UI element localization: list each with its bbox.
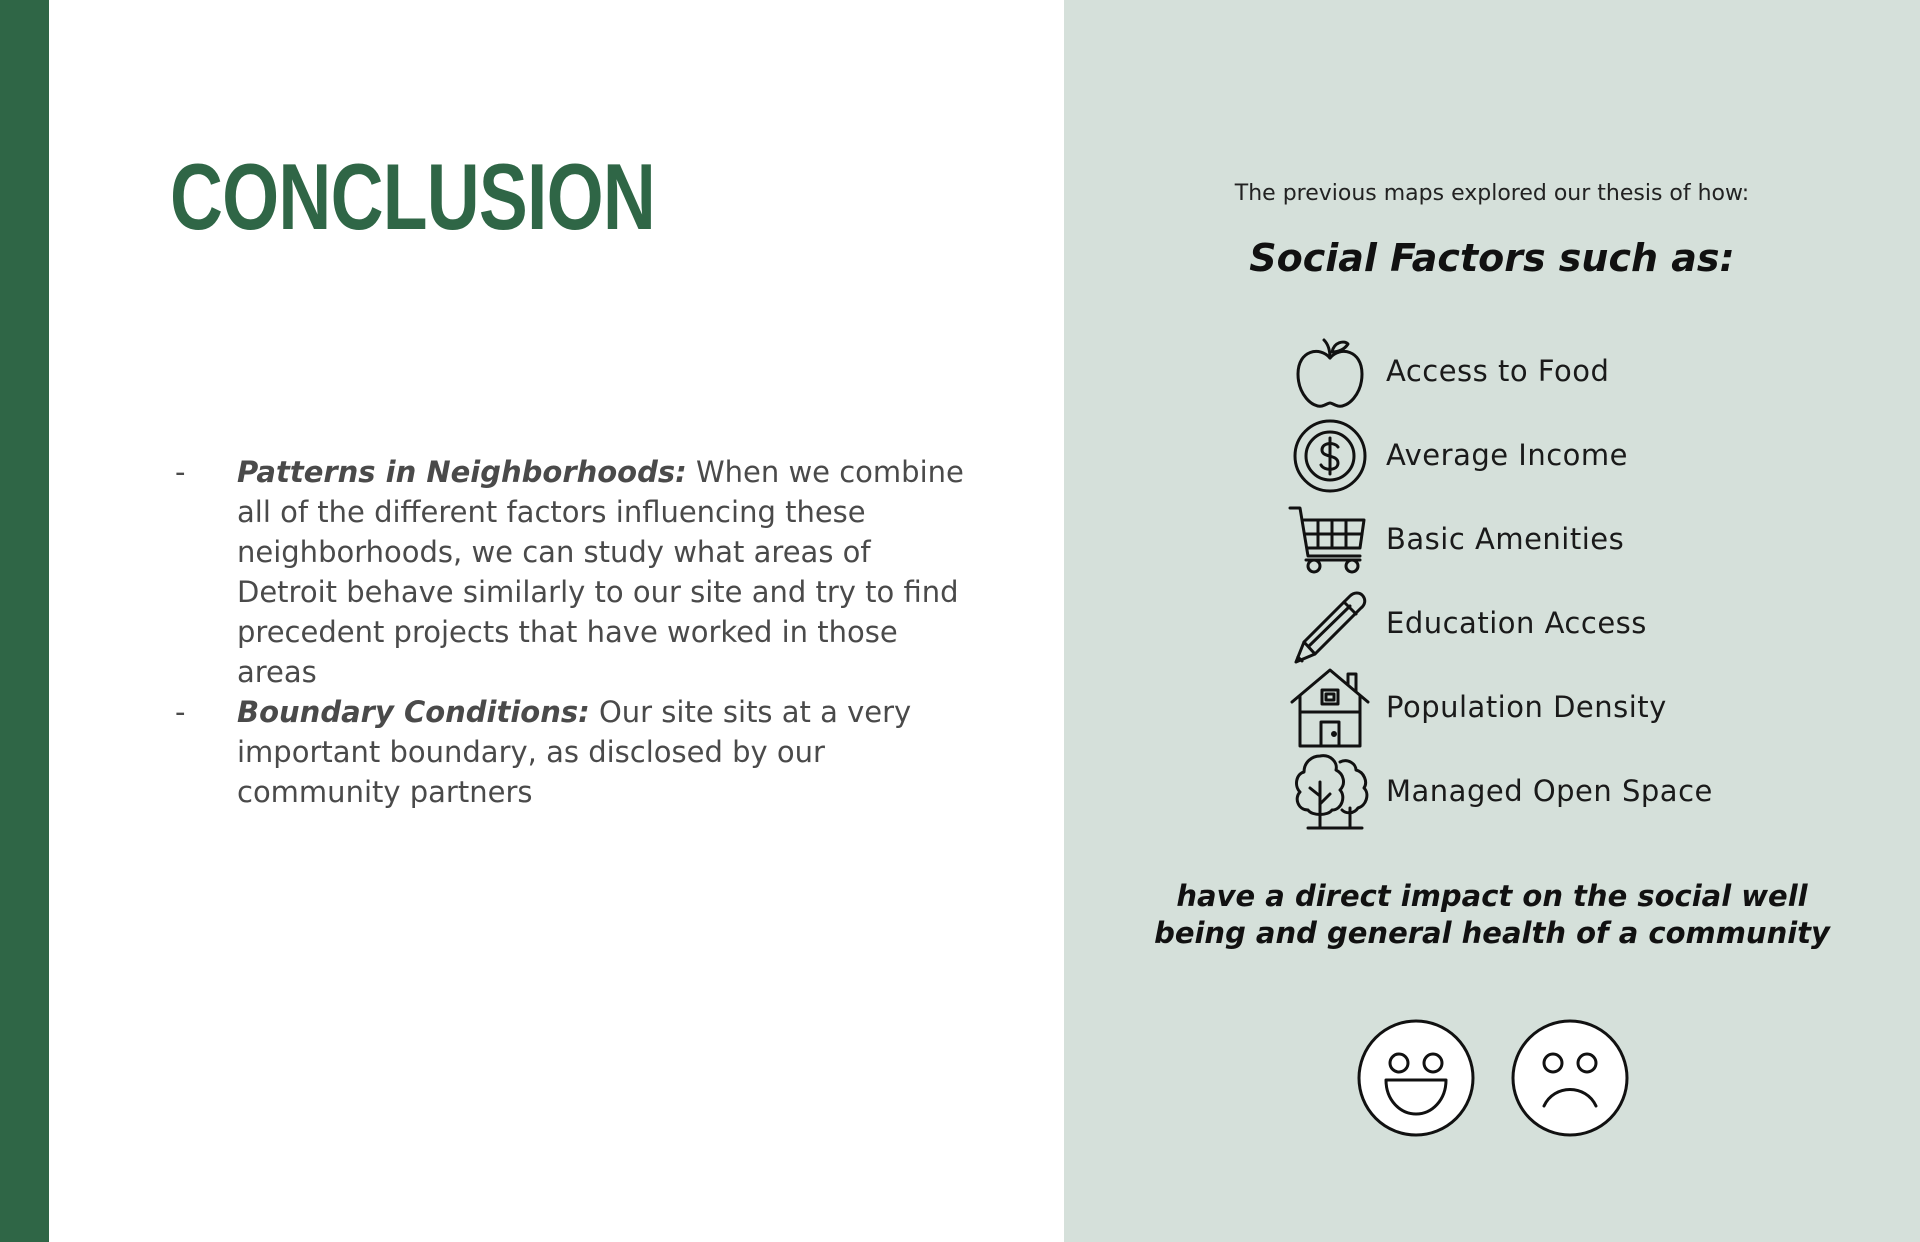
house-icon bbox=[1288, 666, 1372, 750]
bullet-lead: Patterns in Neighborhoods: bbox=[237, 455, 687, 489]
factor-item bbox=[1288, 750, 1788, 834]
factor-label: Average Income bbox=[1386, 438, 1629, 472]
bullet-text: When we combine all of the different factors influencing these neighborhoods, we can study what areas of Detroit behave similarly to our site and try to find precedent projects that have worked in those areas bbox=[237, 455, 964, 689]
bullet-item bbox=[170, 452, 970, 692]
page-title: CONCLUSION bbox=[170, 144, 656, 249]
impact-line: being and general health of a community bbox=[1154, 916, 1830, 950]
dollar-coin-icon bbox=[1288, 414, 1372, 498]
factor-label: Basic Amenities bbox=[1386, 522, 1625, 556]
bullet-list bbox=[170, 452, 970, 812]
happy-face-icon bbox=[1356, 1018, 1476, 1138]
impact-statement bbox=[1064, 878, 1920, 952]
factor-label: Population Density bbox=[1386, 690, 1667, 724]
factor-label: Education Access bbox=[1386, 606, 1647, 640]
factor-label: Access to Food bbox=[1386, 354, 1610, 388]
trees-icon bbox=[1288, 750, 1372, 834]
bullet-item bbox=[170, 692, 970, 812]
factor-item bbox=[1288, 666, 1788, 750]
apple-icon bbox=[1288, 330, 1372, 414]
bullet-text: Our site sits at a very important boundary, as disclosed by our community partners bbox=[237, 695, 912, 809]
intro-text: The previous maps explored our thesis of how: bbox=[1234, 181, 1750, 206]
bullet-dash: - bbox=[175, 455, 186, 489]
accent-stripe bbox=[0, 0, 49, 1242]
factor-item bbox=[1288, 414, 1788, 498]
sad-face-icon bbox=[1510, 1018, 1630, 1138]
factor-label: Managed Open Space bbox=[1386, 774, 1713, 808]
impact-line: have a direct impact on the social well bbox=[1176, 879, 1808, 913]
bullet-lead: Boundary Conditions: bbox=[237, 695, 590, 729]
factor-item bbox=[1288, 330, 1788, 414]
factor-item bbox=[1288, 498, 1788, 582]
bullet-dash: - bbox=[175, 695, 186, 729]
pencil-icon bbox=[1288, 582, 1372, 666]
shopping-cart-icon bbox=[1288, 498, 1372, 582]
factor-item bbox=[1288, 582, 1788, 666]
factors-heading: Social Factors such as: bbox=[1249, 236, 1735, 280]
